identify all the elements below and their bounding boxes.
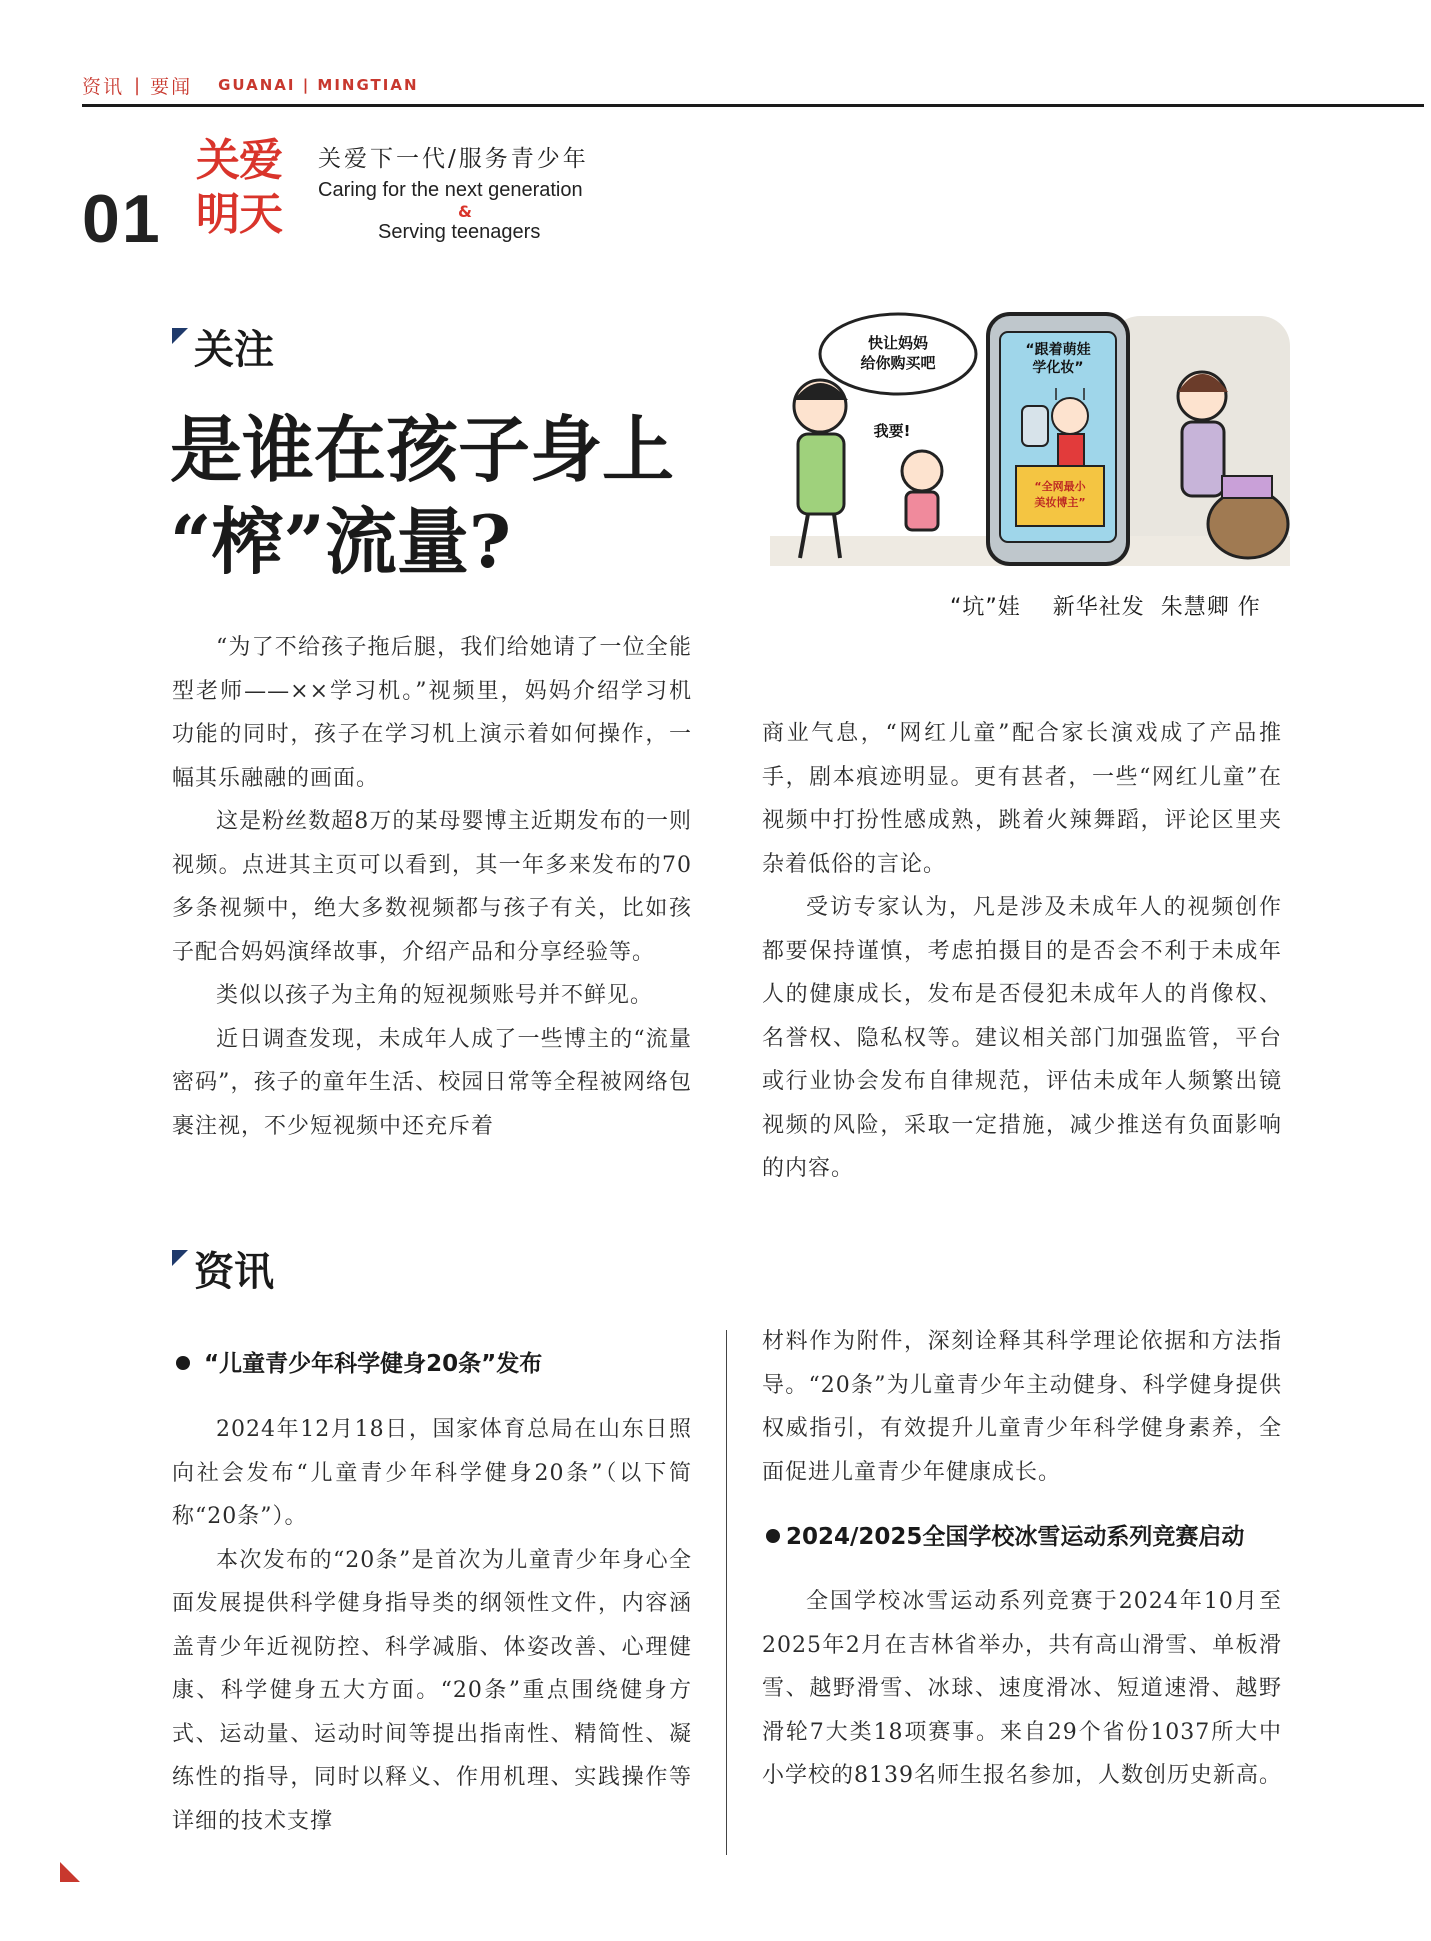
news-item-1-title-text: “儿童青少年科学健身20条”发布	[204, 1351, 543, 1377]
tagline-en-1: Caring for the next generation	[318, 179, 583, 201]
logo-line-2: 明天	[196, 189, 282, 240]
header-column-en: GUANAI | MINGTIAN	[218, 76, 419, 94]
tagline-en-2: Serving teenagers	[378, 221, 541, 243]
focus-left-column	[172, 626, 692, 1148]
child-head	[902, 451, 942, 491]
news-paragraph: 本次发布的“20条”是首次为儿童青少年身心全面发展提供科学健身指导类的纲领性文件，内容涵盖青少年近视防控、科学减脂、体姿改善、心理健康、科学健身五大方面。“20条”重点围绕健身方式、运动量、运动时间等提出指南性、精简性、凝练性的指导，同时以释义、作用机理、实践操作等详细的技术支撑	[172, 1547, 692, 1834]
news-paragraph: 全国学校冰雪运动系列竞赛于2024年10月至2025年2月在吉林省举办，共有高山滑雪、单板滑雪、越野滑雪、冰球、速度滑冰、短道速滑、越野滑轮7大类18项赛事。来自29个省份1037所大中小学校的8139名师生报名参加，人数创历史新高。	[762, 1589, 1282, 1788]
news-item-2-title	[766, 1518, 1244, 1551]
phone-title-2: 学化妆”	[1032, 360, 1084, 376]
cartoon-illustration	[770, 296, 1290, 576]
headline-line-1: 是谁在孩子身上	[170, 407, 675, 492]
child-body	[906, 492, 938, 530]
section-news-label: 资讯	[194, 1249, 274, 1295]
news-paragraph: 2024年12月18日，国家体育总局在山东日照向社会发布“儿童青少年科学健身20条”（以下简称“20条”）。	[172, 1417, 692, 1529]
focus-paragraph: 近日调查发现，未成年人成了一些博主的“流量密码”，孩子的童年生活、校园日常等全程被网络包裹注视，不少短视频中还充斥着	[172, 1026, 692, 1139]
focus-paragraph: 类似以孩子为主角的短视频账号并不鲜见。	[216, 983, 654, 1008]
focus-paragraph: “为了不给孩子拖后腿，我们给她请了一位全能型老师——××学习机。”视频里，妈妈介绍学习机功能的同时，孩子在学习机上演示着如何操作，一幅其乐融融的画面。	[172, 635, 692, 791]
money-bag-icon	[1208, 490, 1288, 558]
news-paragraph: 材料作为附件，深刻诠释其科学理论依据和方法指导。“20条”为儿童青少年主动健身、科学健身提供权威指引，有效提升儿童青少年科学健身素养，全面促进儿童青少年健康成长。	[762, 1329, 1282, 1485]
news-item-2-title-text: 2024/2025全国学校冰雪运动系列竞赛启动	[786, 1524, 1245, 1550]
puppet-child-body	[1058, 434, 1084, 466]
focus-right-column	[762, 712, 1282, 1191]
issue-number: 01	[82, 181, 162, 257]
header-section-b: 要闻	[150, 75, 193, 98]
bullet-icon	[766, 1529, 780, 1543]
news-right-column-2	[762, 1580, 1282, 1798]
news-left-column	[172, 1408, 692, 1843]
section-marker-icon	[172, 328, 188, 344]
child-says: 我要!	[873, 422, 911, 440]
bubble-line-1: 快让妈妈	[867, 334, 929, 352]
focus-paragraph: 这是粉丝数超8万的某母婴博主近期发布的一则视频。点进其主页可以看到，其一年多来发布的70多条视频中，绝大多数视频都与孩子有关，比如孩子配合妈妈演绎故事，介绍产品和分享经验等。	[172, 809, 692, 965]
column-tagline	[318, 140, 589, 244]
section-focus	[172, 318, 274, 375]
header-rule	[82, 104, 1424, 107]
news-item-1-title	[176, 1345, 542, 1378]
headline-line-2: “榨”流量?	[170, 499, 512, 584]
focus-paragraph: 受访专家认为，凡是涉及未成年人的视频创作都要保持谨慎，考虑拍摄目的是否会不利于未成年人的健康成长，发布是否侵犯未成年人的肖像权、名誉权、隐私权等。建议相关部门加强监管，平台或行业协会发布自律规范，评估未成年人频繁出镜视频的风险，采取一定措施，减少推送有负面影响的内容。	[762, 895, 1282, 1181]
cartoon-caption: “坑”娃 新华社发 朱慧卿 作	[950, 595, 1261, 620]
mother-body	[798, 434, 844, 514]
bullet-icon	[176, 1356, 190, 1370]
woman-body	[1182, 422, 1224, 496]
section-marker-icon	[172, 1250, 188, 1266]
phone-title-1: “跟着萌娃	[1025, 342, 1091, 358]
stage-sign-1: “全网最小	[1034, 480, 1086, 493]
header-divider: |	[134, 74, 141, 96]
tagline-ampersand: &	[458, 202, 472, 221]
bubble-line-2: 给你购买吧	[860, 354, 936, 372]
puppet-child-head	[1052, 398, 1088, 434]
header-section-a: 资讯	[82, 75, 125, 98]
column-divider	[726, 1330, 727, 1855]
headline	[170, 404, 674, 588]
stage-sign-2: 美妆博主”	[1034, 496, 1086, 509]
running-header	[82, 72, 419, 98]
banknotes-icon	[1222, 476, 1272, 498]
section-focus-label: 关注	[194, 327, 274, 373]
page-corner-mark	[60, 1862, 80, 1882]
section-news	[172, 1240, 274, 1297]
tagline-cn: 关爱下一代/服务青少年	[318, 146, 589, 172]
news-right-column	[762, 1320, 1282, 1494]
mirror-icon	[1022, 406, 1048, 446]
logo-line-1: 关爱	[196, 135, 282, 186]
column-logo	[196, 134, 292, 242]
focus-paragraph: 商业气息，“网红儿童”配合家长演戏成了产品推手，剧本痕迹明显。更有甚者，一些“网红儿童”在视频中打扮性感成熟，跳着火辣舞蹈，评论区里夹杂着低俗的言论。	[762, 721, 1282, 877]
